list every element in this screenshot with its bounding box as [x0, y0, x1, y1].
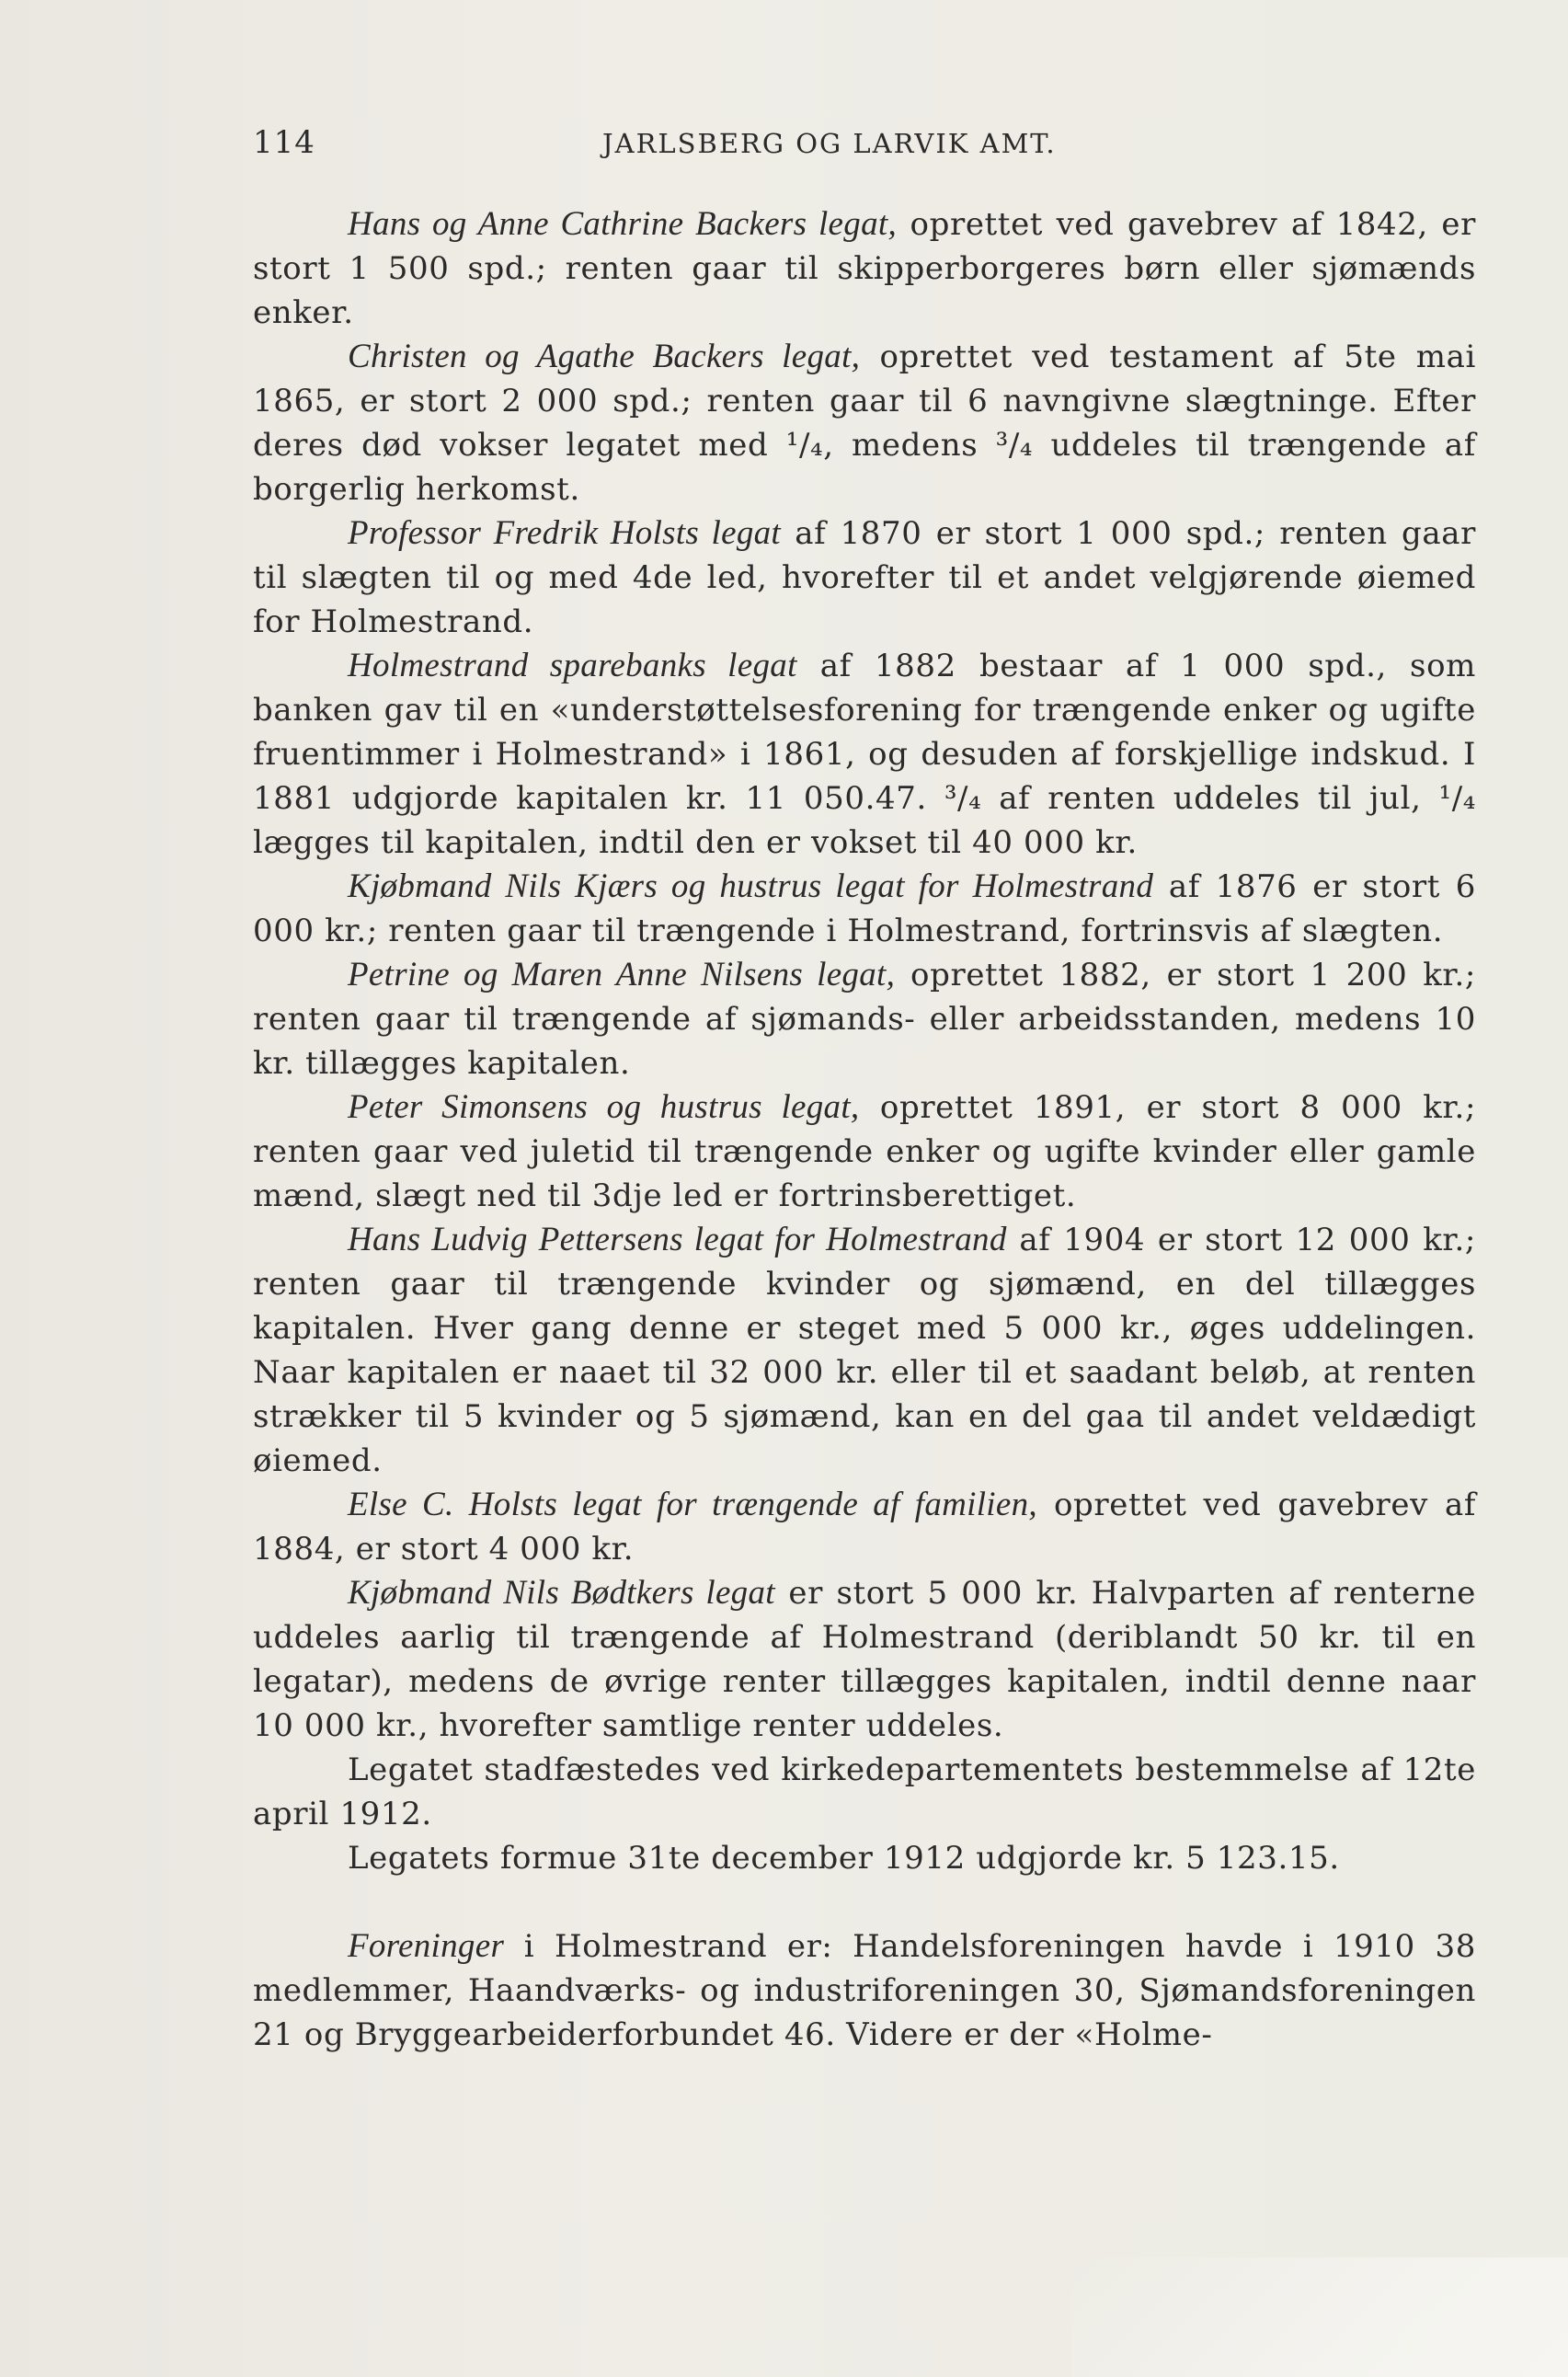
legat-text: oprettet ved gavebrev af 1884, er stort 4 000 kr.	[253, 1487, 1477, 1567]
paragraph: Legatet stadfæstedes ved kirkedepartementets bestemmelse af 12te april 1912.	[253, 1751, 1476, 1832]
legat-title: Holmestrand sparebanks legat	[348, 647, 797, 684]
legat-text: af 1876 er stort 6 000 kr.; renten gaar til trængende i Holmestrand, fortrinsvis af slægten.	[253, 868, 1476, 949]
legat-entry	[253, 865, 1476, 953]
running-head: JARLSBERG OG LARVIK AMT.	[602, 128, 1057, 159]
legat-entry	[253, 511, 1476, 644]
legat-text: er stort 5 000 kr. Halvparten af renterne uddeles aarlig til trængende af Holmestrand (deriblandt 50 kr. til en legatar), medens de øvrige renter tillægges kapitalen, indtil denne naar 10 000 kr., hvorefter samtlige renter uddeles.	[253, 1575, 1476, 1744]
legat-text: af 1882 bestaar af 1 000 spd., som banken gav til en «understøttelsesforening for trængende enker og ugifte fruentimmer i Holmestrand» i 1861, og desuden af forskjellige indskud. I 1881 udgjorde kapitalen kr. 11 050.47. ³/₄ af renten uddeles til jul, ¹/₄ lægges til kapitalen, indtil den er vokset til 40 000 kr.	[253, 648, 1476, 861]
legat-entry	[253, 1218, 1476, 1483]
foreninger-title: Foreninger	[348, 1927, 505, 1965]
legat-entry	[253, 644, 1476, 865]
legat-text: oprettet 1882, er stort 1 200 kr.; renten gaar til trængende af sjømands- eller arbeidsstanden, medens 10 kr. tillægges kapitalen.	[253, 957, 1476, 1082]
paper-corner	[1071, 2257, 1568, 2377]
legat-entry	[253, 953, 1476, 1085]
page-number: 114	[253, 124, 315, 161]
legat-title: Else C. Holsts legat for trængende af familien,	[348, 1486, 1037, 1523]
legat-text: af 1904 er stort 12 000 kr.; renten gaar til trængende kvinder og sjømænd, en del tillægges kapitalen. Hver gang denne er steget med 5 000 kr., øges uddelingen. Naar kapitalen er naaet til 32 000 kr. eller til et saadant beløb, at renten strækker til 5 kvinder og 5 sjømænd, kan en del gaa til andet veldædigt øiemed.	[253, 1222, 1476, 1479]
legat-text: oprettet ved gavebrev af 1842, er stort 1 500 spd.; renten gaar til skipperborgeres børn eller sjømænds enker.	[253, 206, 1476, 331]
legat-entry	[253, 335, 1476, 511]
foreninger-paragraph	[253, 1924, 1476, 2057]
page-header	[253, 124, 1476, 170]
legat-title: Kjøbmand Nils Bødtkers legat	[348, 1574, 775, 1612]
legat-title: Kjøbmand Nils Kjærs og hustrus legat for Holmestrand	[348, 867, 1154, 905]
legat-entry	[253, 1085, 1476, 1218]
legat-title: Petrine og Maren Anne Nilsens legat,	[348, 956, 896, 993]
legat-title: Hans Ludvig Pettersens legat for Holmestrand	[348, 1221, 1007, 1258]
page-body	[253, 202, 1476, 2057]
legat-title: Christen og Agathe Backers legat,	[348, 338, 861, 375]
legat-text: oprettet 1891, er stort 8 000 kr.; renten gaar ved juletid til trængende enker og ugifte kvinder eller gamle mænd, slægt ned til 3dje led er fortrinsberettiget.	[253, 1089, 1477, 1214]
legat-entry	[253, 202, 1476, 335]
legat-entry	[253, 1571, 1476, 1748]
legat-title: Hans og Anne Cathrine Backers legat,	[348, 205, 898, 243]
legat-text: af 1870 er stort 1 000 spd.; renten gaar til slægten til og med 4de led, hvorefter til et andet velgjørende øiemed for Holmestrand.	[253, 515, 1476, 640]
legat-entry	[253, 1483, 1476, 1571]
foreninger-text: i Holmestrand er: Handelsforeningen havde i 1910 38 medlemmer, Haandværks- og industriforeningen 30, Sjømandsforeningen 21 og Bryggearbeiderforbundet 46. Videre er der «Holme-	[253, 1928, 1476, 2053]
legat-title: Professor Fredrik Holsts legat	[348, 514, 782, 552]
legat-title: Peter Simonsens og hustrus legat,	[348, 1088, 860, 1126]
legat-text: oprettet ved testament af 5te mai 1865, er stort 2 000 spd.; renten gaar til 6 navngivne slægtninge. Efter deres død vokser legatet med ¹/₄, medens ³/₄ uddeles til trængende af borgerlig herkomst.	[253, 339, 1476, 508]
paragraph: Legatets formue 31te december 1912 udgjorde kr. 5 123.15.	[348, 1840, 1340, 1877]
